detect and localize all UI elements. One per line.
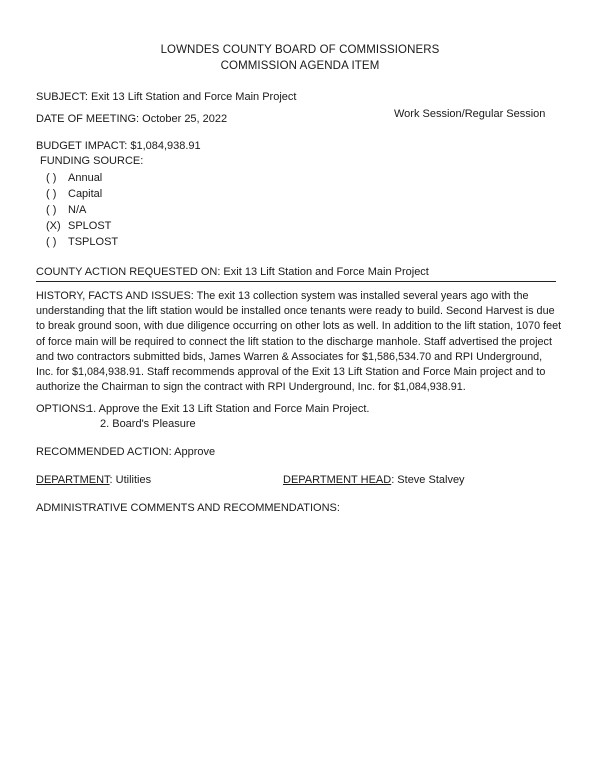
- funding-option: [46, 204, 86, 216]
- funding-option-mark: ( ): [46, 204, 57, 216]
- funding-option: [46, 172, 102, 184]
- history-facts-issues: HISTORY, FACTS AND ISSUES: The exit 13 collection system was installed several years ago with the understanding that the lift station would be installed once tenants were ready to build. Second Harvest is due to break ground soon, with due diligence occurring on other lots as well. In addition to the lift station, 1070 feet of force main will be required to connect the lift station to the discharge manhole. Staff advertised the project and two contractors submitted bids, James Warren & Associates for $1,586,534.70 and RPI Underground, Inc. for $1,084,938.91. Staff recommends approval of the Exit 13 Lift Station and Force Main project and to authorize the Chairman to sign the contract with RPI Underground, Inc. for $1,084,938.91.: [36, 290, 562, 394]
- department-head-label: DEPARTMENT HEAD: [283, 474, 392, 486]
- option-item: 2. Board's Pleasure: [100, 418, 196, 430]
- funding-option-mark: ( ): [46, 172, 57, 184]
- administrative-comments: ADMINISTRATIVE COMMENTS AND RECOMMENDATIONS:: [36, 502, 340, 514]
- option-item: 1. Approve the Exit 13 Lift Station and Force Main Project.: [87, 403, 370, 415]
- agenda-item-title: COMMISSION AGENDA ITEM: [220, 60, 380, 72]
- funding-option: [46, 188, 102, 200]
- department-label: DEPARTMENT: [36, 474, 110, 486]
- funding-option-mark: (X): [46, 220, 61, 232]
- funding-option-label: Capital: [68, 188, 103, 200]
- budget-impact: BUDGET IMPACT: $1,084,938.91: [36, 140, 201, 152]
- funding-option-mark: ( ): [46, 236, 57, 248]
- department-head: [283, 474, 465, 486]
- funding-option: [46, 236, 118, 248]
- subject-line: SUBJECT: Exit 13 Lift Station and Force Main Project: [36, 91, 297, 103]
- department-head-value: : Steve Stalvey: [391, 474, 465, 486]
- department-value: : Utilities: [109, 474, 152, 486]
- board-title: LOWNDES COUNTY BOARD OF COMMISSIONERS: [160, 44, 440, 56]
- recommended-action: RECOMMENDED ACTION: Approve: [36, 446, 216, 458]
- funding-source-label: FUNDING SOURCE:: [40, 155, 144, 167]
- funding-option-mark: ( ): [46, 188, 57, 200]
- funding-option-label: N/A: [68, 204, 87, 216]
- session-type: Work Session/Regular Session: [394, 108, 546, 120]
- section-divider: [36, 281, 556, 282]
- funding-option-label: TSPLOST: [68, 236, 119, 248]
- funding-option: [46, 220, 111, 232]
- funding-option-label: Annual: [68, 172, 103, 184]
- funding-option-label: SPLOST: [68, 220, 112, 232]
- county-action-requested: COUNTY ACTION REQUESTED ON: Exit 13 Lift Station and Force Main Project: [36, 266, 429, 278]
- department: [36, 474, 151, 486]
- options-label: OPTIONS:: [36, 403, 89, 415]
- meeting-date: DATE OF MEETING: October 25, 2022: [36, 113, 228, 125]
